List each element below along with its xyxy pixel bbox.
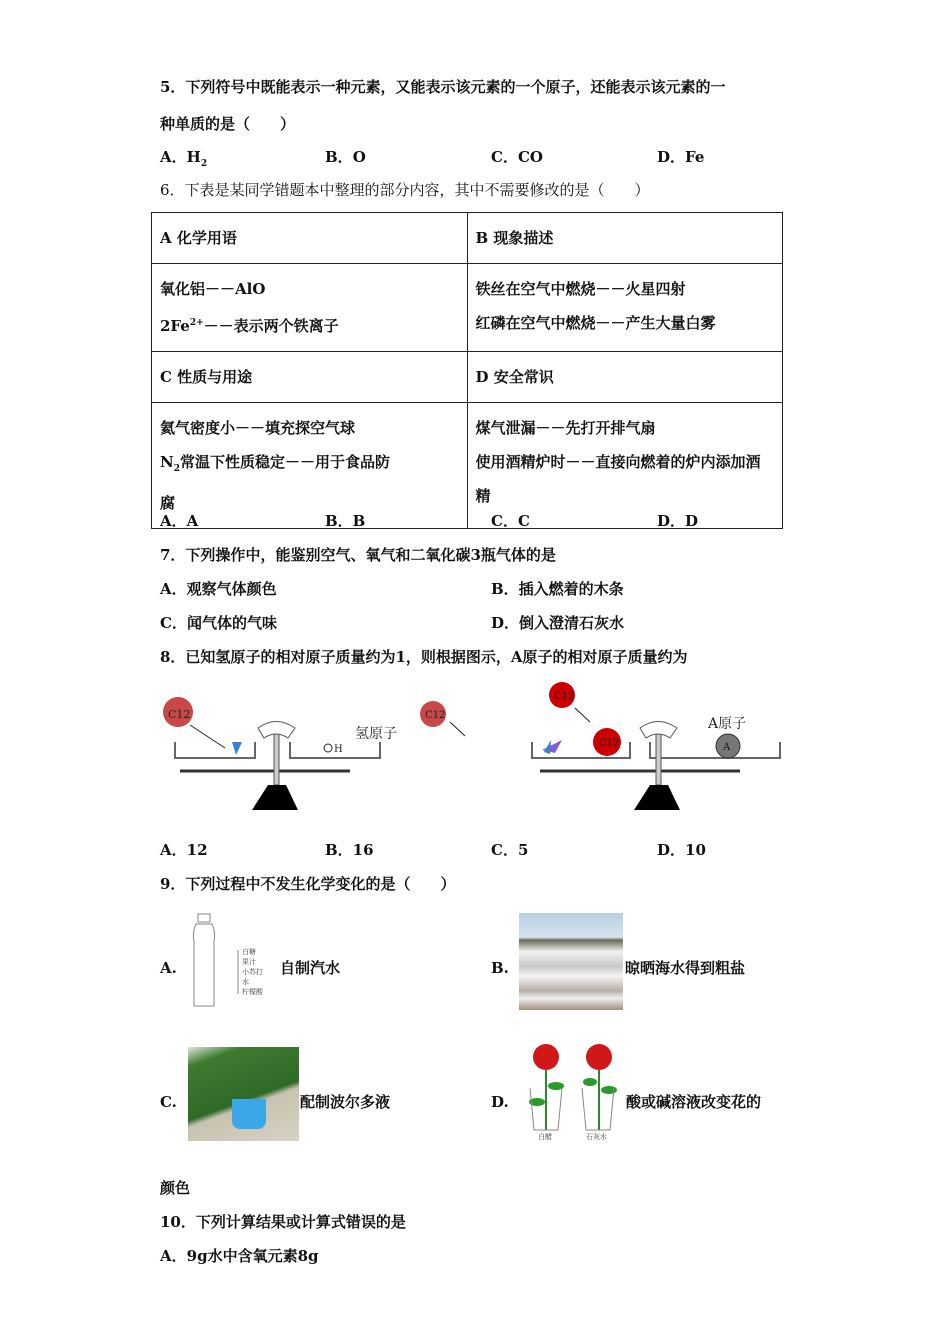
q6-option-b[interactable]: B．B (325, 512, 366, 530)
cell-line: 红磷在空气中燃烧－－产生大量白雾 (475, 314, 716, 332)
q5-option-a[interactable] (160, 147, 207, 174)
q8-option-c[interactable]: C．5 (491, 841, 529, 859)
q7-option-b[interactable]: B．插入燃着的木条 (491, 580, 624, 598)
q9-option-b-label[interactable]: B. (491, 959, 509, 977)
q8-stem: 8．已知氢原子的相对原子质量约为1，则根据图示，A原子的相对原子质量约为 (160, 648, 688, 666)
q6-option-d[interactable]: D．D (657, 512, 699, 530)
q8-option-d[interactable]: D．10 (657, 841, 706, 859)
cell-line: 煤气泄漏－－先打开排气扇 (475, 419, 656, 437)
cell-a-body (152, 264, 468, 352)
h-atom: H (334, 744, 343, 755)
bottle-label: 小苏打 (242, 968, 263, 976)
option-label: C． (491, 148, 518, 166)
cell-d-head: D 安全常识 (467, 352, 783, 403)
superscript: 2+ (189, 318, 204, 328)
option-label: D． (657, 148, 686, 166)
option-subscript: 2 (200, 159, 208, 169)
q7-option-d[interactable]: D．倒入澄清石灰水 (491, 614, 625, 632)
a-atom-label: A原子 (708, 716, 747, 732)
bottle-label: 水 (242, 978, 249, 986)
q9-option-a-text[interactable]: 自制汽水 (280, 959, 341, 977)
q5-stem-line2: 种单质的是（ ） (160, 115, 296, 133)
balance-left (163, 697, 397, 810)
vase-label: 白醋 (538, 1133, 552, 1141)
q7-option-c[interactable]: C．闻气体的气味 (160, 614, 277, 632)
cell-line: 使用酒精炉时－－直接向燃着的炉内添加酒 (475, 453, 761, 471)
a-atom: A (723, 742, 731, 753)
c12-label: C12 (168, 708, 191, 721)
subscript: 2 (173, 464, 180, 474)
balance-figure (150, 680, 800, 820)
roses-in-vases-image (520, 1042, 625, 1142)
bottle-label: 柠檬酸 (242, 988, 263, 996)
cell-line: 氧化铝－－AlO (160, 280, 266, 298)
option-label: A． (160, 148, 187, 166)
q9-option-c-label[interactable]: C. (160, 1093, 177, 1111)
cell-text: 常温下性质稳定－－用于食品防 (179, 453, 390, 471)
c12-label: C12 (554, 691, 575, 702)
cell-c-body (152, 403, 468, 529)
q9-option-a-label[interactable]: A. (160, 959, 177, 977)
q9-option-d-continuation: 颜色 (160, 1179, 191, 1197)
cell-c-head: C 性质与用途 (152, 352, 468, 403)
cell-d-body (467, 403, 783, 529)
q6-table (151, 212, 783, 529)
q9-option-d-text[interactable]: 酸或碱溶液改变花的 (626, 1093, 762, 1111)
vase-label: 石灰水 (586, 1133, 607, 1141)
option-label: B． (325, 148, 353, 166)
q10-option-a[interactable]: A．9g水中含氧元素8g (160, 1247, 319, 1265)
cell-text: －－表示两个铁离子 (203, 317, 339, 335)
hydrogen-label: 氢原子 (355, 726, 397, 742)
option-text: CO (517, 148, 543, 166)
q5-option-d[interactable] (657, 147, 704, 167)
q9-option-d-label[interactable]: D. (491, 1093, 509, 1111)
cell-line: 腐 (160, 494, 176, 512)
cell-line (160, 306, 459, 343)
q10-stem: 10．下列计算结果或计算式错误的是 (160, 1213, 406, 1231)
q7-stem: 7．下列操作中，能鉴别空气、氧气和二氧化碳3瓶气体的是 (160, 546, 556, 564)
q7-option-a[interactable]: A．观察气体颜色 (160, 580, 277, 598)
q6-option-c[interactable]: C．C (491, 512, 530, 530)
bottle-label: 白糖 (242, 948, 256, 956)
q9-stem: 9．下列过程中不发生化学变化的是（ ） (160, 875, 456, 893)
q6-option-a[interactable]: A．A (160, 512, 199, 530)
q5-stem-line1: 5．下列符号中既能表示一种元素，又能表示该元素的一个原子，还能表示该元素的一 (160, 78, 726, 96)
formula: N (160, 453, 174, 471)
bottle-label: 果汁 (242, 958, 256, 966)
bordeaux-mixture-image (188, 1047, 299, 1141)
q8-option-a[interactable]: A．12 (160, 841, 208, 859)
cell-line: 铁丝在空气中燃烧－－火星四射 (475, 280, 686, 298)
option-text: O (352, 148, 366, 166)
soda-bottle-image (190, 912, 275, 1010)
cell-b-body (467, 264, 783, 352)
q5-option-c[interactable] (491, 147, 543, 167)
cell-b-head: B 现象描述 (467, 213, 783, 264)
q6-stem: 6．下表是某同学错题本中整理的部分内容，其中不需要修改的是（ ） (160, 181, 650, 199)
salt-field-image (519, 913, 623, 1010)
cell-a-head: A 化学用语 (152, 213, 468, 264)
c12-label: C12 (425, 710, 446, 721)
cell-line: 氦气密度小－－填充探空气球 (160, 419, 356, 437)
option-text: H (186, 148, 201, 166)
option-text: Fe (685, 148, 705, 166)
c12-label: C12 (599, 738, 620, 749)
q9-option-c-text[interactable]: 配制波尔多液 (300, 1093, 391, 1111)
q5-option-b[interactable] (325, 147, 366, 167)
balance-right (420, 682, 780, 810)
q8-option-b[interactable]: B．16 (325, 841, 374, 859)
bucket (232, 1099, 266, 1129)
cell-line: 精 (475, 487, 491, 505)
formula: 2Fe (160, 317, 190, 335)
cell-line (160, 445, 459, 486)
q9-option-b-text[interactable]: 晾晒海水得到粗盐 (625, 959, 746, 977)
